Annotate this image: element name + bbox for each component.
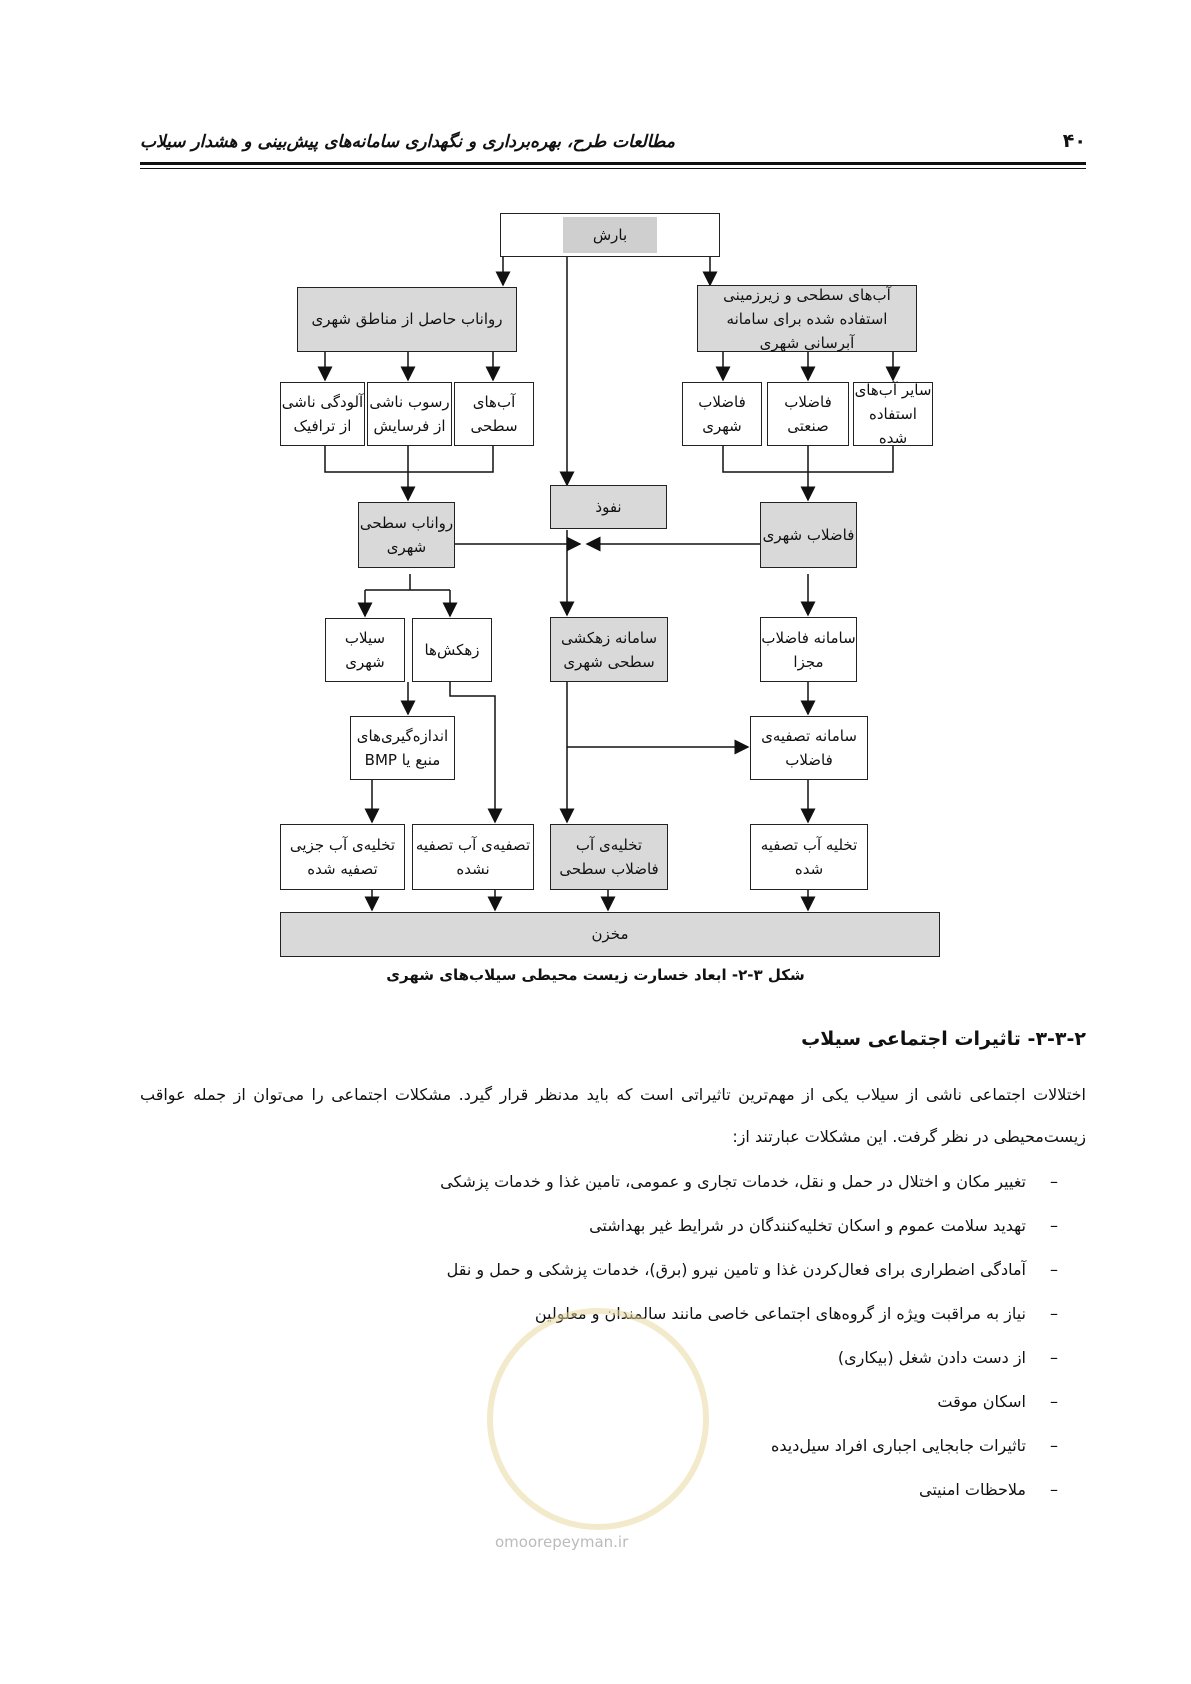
watermark-url: omoorepeyman.ir [495, 1533, 629, 1551]
other-used-waters-box: سایر آب‌های استفاده شده [854, 381, 932, 447]
page-number: ۴۰ [1062, 130, 1086, 152]
list-item: – تغییر مکان و اختلال در حمل و نقل، خدمات تجاری و عمومی، تامین غذا و خدمات پزشکی [440, 1172, 1058, 1191]
list-item: – تاثیرات جابجایی اجباری افراد سیل‌دیده [771, 1436, 1058, 1455]
surface-ground-water-box: آب‌های سطحی و زیرزمینی استفاده شده برای سامانه آبرسانی شهری [697, 285, 917, 352]
precip-label: بارش [563, 217, 657, 254]
source-bmp-box: اندازه‌گیری‌های منبع یا BMP [350, 716, 455, 780]
section-heading: ۳-۳-۲- تاثیرات اجتماعی سیلاب [801, 1028, 1086, 1050]
list-item: – نیاز به مراقبت ویژه از گروه‌های اجتماعی خاصی مانند سالمندان و معلولین [534, 1304, 1058, 1323]
list-item-text: از دست دادن شغل (بیکاری) [837, 1348, 1026, 1367]
list-item: – تهدید سلامت عموم و اسکان تخلیه‌کنندگان در شرایط غیر بهداشتی [589, 1216, 1058, 1235]
list-item: – آمادگی اضطراری برای فعال‌کردن غذا و تامین نیرو (برق)، خدمات پزشکی و حمل و نقل [446, 1260, 1058, 1279]
infiltration-box: نفوذ [550, 485, 667, 529]
partial-treated-box: تخلیه‌ی آب جزیی تصفیه شده [280, 824, 405, 890]
urban-wastewater-box-2: فاضلاب شهری [760, 502, 857, 568]
urban-runoff-source-box: رواناب حاصل از مناطق شهری [297, 287, 517, 352]
list-item: – از دست دادن شغل (بیکاری) [837, 1348, 1058, 1367]
precip-box [500, 213, 720, 257]
list-item: – اسکان موقت [937, 1392, 1058, 1411]
traffic-pollution-box: آلودگی ناشی از ترافیک [280, 382, 365, 446]
body-paragraph: اختلالات اجتماعی ناشی از سیلاب یکی از مهم‌ترین تاثیراتی است که باید مدنظر قرار گیرد. مشکلات اجتماعی را می‌توان از جمله عواقب زیست‌محیطی در نظر گرفت. این مشکلات عبارتند از: [140, 1085, 1086, 1146]
list-item-text: تغییر مکان و اختلال در حمل و نقل، خدمات تجاری و عمومی، تامین غذا و خدمات پزشکی [440, 1172, 1026, 1191]
untreated-box: تصفیه‌ی آب تصفیه نشده [412, 824, 534, 890]
treated-discharge-box: تخلیه آب تصفیه شده [750, 824, 868, 890]
list-item-text: آمادگی اضطراری برای فعال‌کردن غذا و تامین نیرو (برق)، خدمات پزشکی و حمل و نقل [446, 1260, 1026, 1279]
separate-sewer-box: سامانه فاضلاب مجزا [760, 617, 857, 682]
watermark-seal [487, 1308, 709, 1530]
treatment-system-box: سامانه تصفیه‌ی فاضلاب [750, 716, 868, 780]
list-item-text: نیاز به مراقبت ویژه از گروه‌های اجتماعی خاصی مانند سالمندان و معلولین [534, 1304, 1026, 1323]
figure-caption: شکل ۳-۲- ابعاد خسارت زیست محیطی سیلاب‌های شهری [386, 966, 805, 984]
reservoir-box: مخزن [280, 912, 940, 957]
list-item-text: تهدید سلامت عموم و اسکان تخلیه‌کنندگان در شرایط غیر بهداشتی [589, 1216, 1026, 1235]
drains-box: زهکش‌ها [412, 618, 492, 682]
list-item: – ملاحظات امنیتی [919, 1480, 1058, 1499]
list-item-text: اسکان موقت [937, 1392, 1026, 1411]
urban-flood-box: سیلاب شهری [325, 618, 405, 682]
urban-surface-runoff-box: رواناب سطحی شهری [358, 502, 455, 568]
running-title: مطالعات طرح، بهره‌برداری و نگهداری سامانه‌های پیش‌بینی و هشدار سیلاب [140, 132, 675, 152]
surface-sewage-discharge-box: تخلیه‌ی آب فاضلاب سطحی [550, 824, 668, 890]
surface-drainage-system-box: سامانه زهکشی سطحی شهری [550, 617, 668, 682]
urban-wastewater-box-1: فاضلاب شهری [682, 382, 762, 446]
list-item-text: تاثیرات جابجایی اجباری افراد سیل‌دیده [771, 1436, 1026, 1455]
surface-waters-box: آب‌های سطحی [454, 382, 534, 446]
industrial-wastewater-box: فاضلاب صنعتی [767, 382, 849, 446]
list-item-text: ملاحظات امنیتی [919, 1480, 1026, 1499]
erosion-sediment-box: رسوب ناشی از فرسایش [367, 382, 452, 446]
